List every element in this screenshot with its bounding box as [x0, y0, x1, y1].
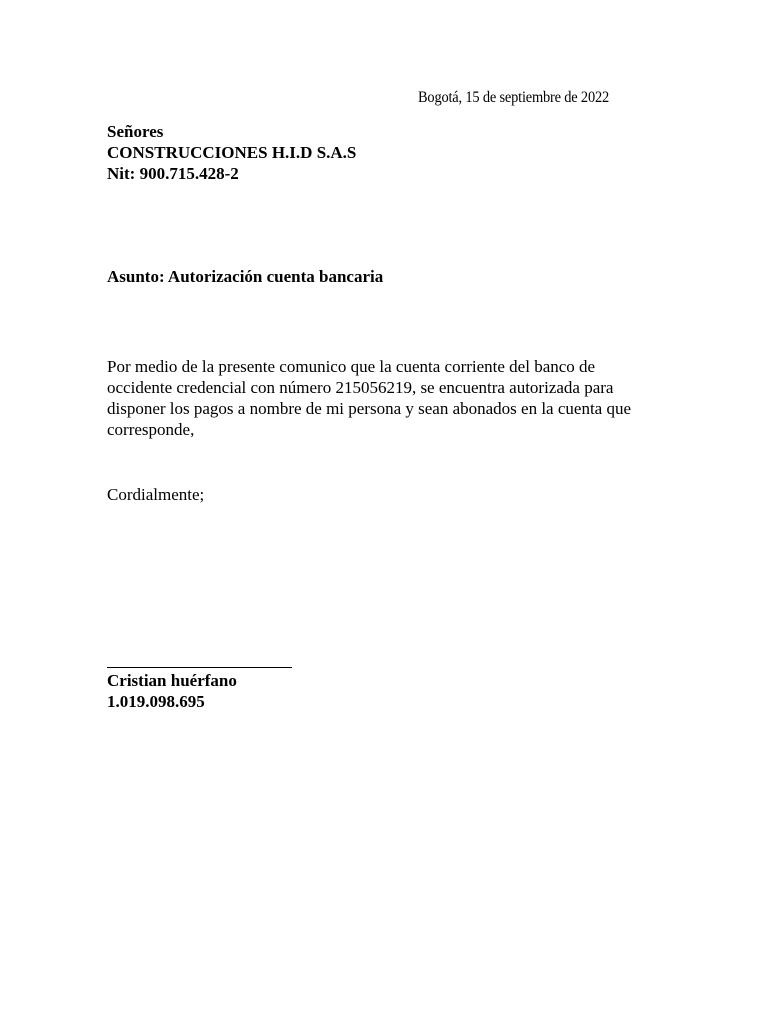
signature-line — [107, 667, 292, 668]
signer-name: Cristian huérfano — [107, 671, 237, 690]
recipient-nit: Nit: 900.715.428-2 — [107, 164, 239, 183]
recipient-salutation: Señores — [107, 122, 164, 141]
body-line: corresponde, — [107, 420, 195, 439]
letter-closing: Cordialmente; — [107, 485, 205, 504]
body-line: Por medio de la presente comunico que la cuenta corriente del banco de — [107, 357, 596, 376]
body-line: occidente credencial con número 215056219, se encuentra autorizada para — [107, 378, 614, 397]
letter-body — [107, 356, 667, 440]
recipient-company: CONSTRUCCIONES H.I.D S.A.S — [107, 143, 357, 162]
letter-date: Bogotá, 15 de septiembre de 2022 — [418, 89, 610, 106]
signer-id-number: 1.019.098.695 — [107, 692, 205, 711]
letter-subject: Asunto: Autorización cuenta bancaria — [107, 267, 384, 286]
body-line: disponer los pagos a nombre de mi persona y sean abonados en la cuenta que — [107, 399, 632, 418]
recipient-block — [107, 121, 356, 184]
signer-block — [107, 670, 237, 712]
